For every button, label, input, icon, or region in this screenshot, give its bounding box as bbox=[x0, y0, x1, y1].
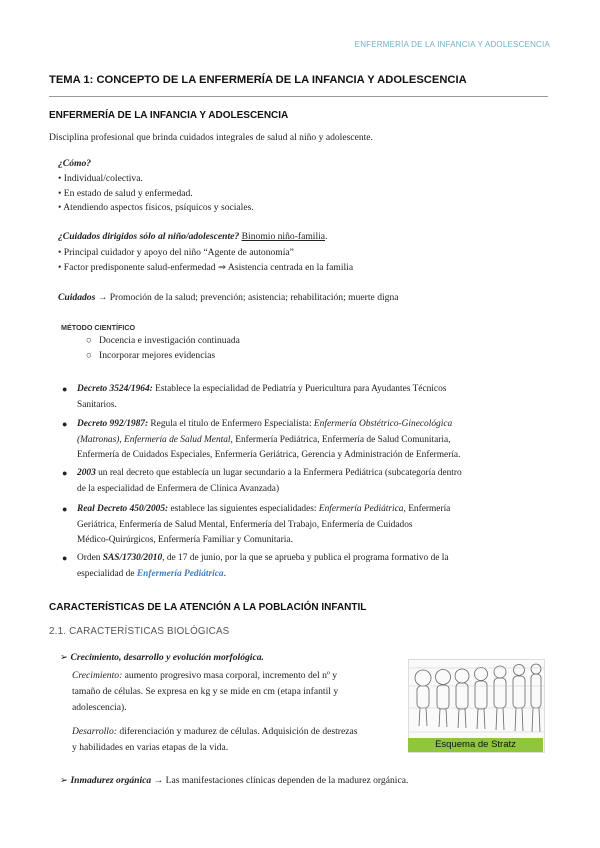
cuidados-list bbox=[58, 246, 353, 275]
inmadurez-line: ➢ Inmadurez orgánica → Las manifestaciones clínicas dependen de la madurez orgánica. bbox=[60, 775, 409, 786]
list-item: • Individual/colectiva. bbox=[58, 173, 143, 184]
legislation-item: 2003 un real decreto que establecía un lugar secundario a la Enfermera Pediátrica (subcategoría dentro de la especialidad de Enfermera de Clínica Avanzada) bbox=[77, 468, 462, 494]
bullet-icon: ● bbox=[62, 384, 68, 394]
list-item: • En estado de salud y enfermedad. bbox=[58, 187, 193, 199]
section-heading: ENFERMERÍA DE LA INFANCIA Y ADOLESCENCIA bbox=[49, 110, 289, 121]
como-question: ¿Cómo? bbox=[58, 158, 92, 169]
desarrollo-text: Desarrollo: diferenciación y madurez de células. Adquisición de destrezas y habilidades en varias etapas de la vida. bbox=[72, 726, 358, 753]
legislation-item: Decreto 3524/1964: Establece la especialidad de Pediatría y Puericultura para Ayudantes Técnicos Sanitarios. bbox=[77, 384, 447, 410]
figure-caption: Esquema de Stratz bbox=[408, 738, 543, 752]
title-divider bbox=[49, 96, 548, 97]
pediatric-nursing-link: Enfermería Pediátrica bbox=[136, 568, 224, 579]
stratz-figures-illustration bbox=[409, 660, 544, 738]
cuidados-question-line: ¿Cuidados dirigidos sólo al niño/adolescente? Binomio niño-familia. bbox=[58, 231, 328, 242]
list-item: ○ Docencia e investigación continuada bbox=[86, 335, 240, 346]
list-item: • Atendiendo aspectos físicos, psíquicos y sociales. bbox=[58, 202, 254, 213]
running-header: ENFERMERÍA DE LA INFANCIA Y ADOLESCENCIA bbox=[354, 40, 550, 49]
list-item: ○ Incorporar mejores evidencias bbox=[86, 350, 216, 361]
arrow-icon: ➢ bbox=[60, 652, 69, 663]
list-item: • Principal cuidador y apoyo del niño “Agente de autonomía” bbox=[58, 247, 294, 258]
bullet-icon: ● bbox=[62, 468, 68, 478]
bullet-icon: ● bbox=[62, 553, 68, 563]
arrow-icon: ➢ bbox=[60, 775, 69, 786]
metodo-list bbox=[86, 333, 240, 363]
bullet-icon: ● bbox=[62, 419, 68, 429]
crecimiento-text: Crecimiento: aumento progresivo masa corporal, incremento del nº y tamaño de células. Se expresa en kg y se mide en cm (etapa infantil y adolescencia). bbox=[72, 670, 339, 713]
metodo-heading: MÉTODO CIENTÍFICO bbox=[61, 323, 136, 332]
crecimiento-title: ➢ Crecimiento, desarrollo y evolución morfológica. bbox=[60, 652, 264, 663]
bullet-icon: ● bbox=[62, 504, 68, 514]
binomio-link: Binomio niño-familia bbox=[241, 231, 326, 242]
subsection-heading: 2.1. CARACTERÍSTICAS BIOLÓGICAS bbox=[49, 626, 230, 637]
page-title: TEMA 1: CONCEPTO DE LA ENFERMERÍA DE LA INFANCIA Y ADOLESCENCIA bbox=[49, 74, 467, 86]
como-list bbox=[58, 172, 254, 216]
legislation-item: Orden SAS/1730/2010, de 17 de junio, por la que se aprueba y publica el programa formativo de la especialidad de Enfermería Pediátrica. bbox=[77, 553, 449, 579]
section-heading: CARACTERÍSTICAS DE LA ATENCIÓN A LA POBLACIÓN INFANTIL bbox=[49, 602, 367, 613]
cuidados-line: Cuidados → Promoción de la salud; prevención; asistencia; rehabilitación; muerte digna bbox=[58, 292, 399, 303]
legislation-item: Real Decreto 450/2005: establece las siguientes especialidades: Enfermería Pediátrica, Enfermería Geriátrica, Enfermería de Salud Mental, Enfermería del Trabajo, Enfermería de Cuidados Médico-Quirúrgicos, Enfermería Familiar y Comunitaria. bbox=[77, 504, 451, 545]
legislation-item: Decreto 992/1987: Regula el título de Enfermero Especialista: Enfermería Obstétrico-Ginecológica (Matronas), Enfermería de Salud Mental, Enfermería Pediátrica, Enfermería de Salud Comunitaria, Enfermería de Cuidados Especiales, Enfermería Geriátrica, Gerencia y Administración de Enfermería. bbox=[77, 419, 461, 460]
definition-text: Disciplina profesional que brinda cuidados integrales de salud al niño y adolescente. bbox=[49, 132, 373, 143]
list-item: • Factor predisponente salud-enfermedad ⇒ Asistencia centrada en la familia bbox=[58, 261, 354, 273]
